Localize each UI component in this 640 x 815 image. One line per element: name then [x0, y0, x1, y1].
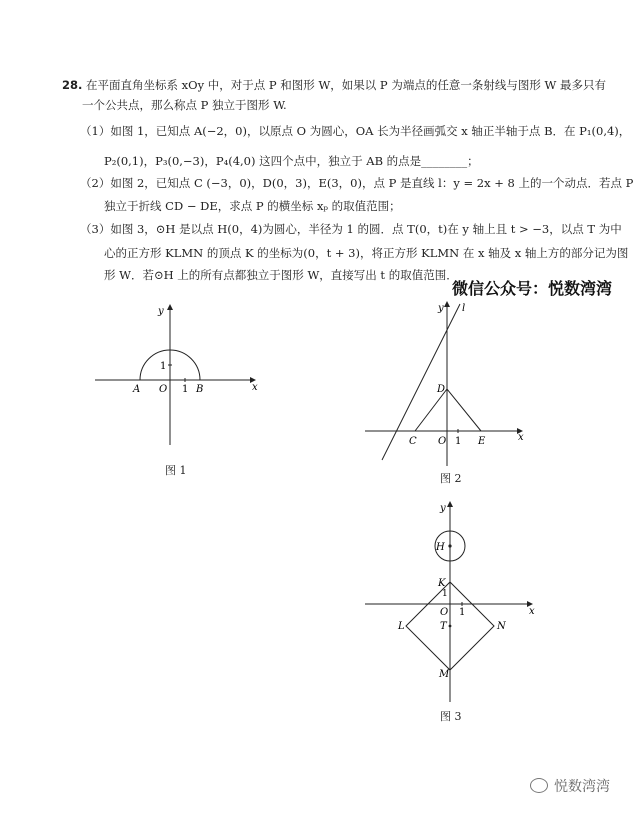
fig2-label-D: D	[437, 384, 446, 395]
fig1-label-O: O	[159, 384, 168, 395]
problem-stem-text1: 在平面直角坐标系 xOy 中，对于点 P 和图形 W，如果以 P 为端点的任意一条射线与图形 W 最多只有	[86, 78, 606, 92]
part1-line2: P₂(0,1)，P₃(0,−3)，P₄(4,0) 这四个点中，独立于 AB 的点是________；	[104, 154, 479, 168]
part2-line2: 独立于折线 CD − DE，求点 P 的横坐标 xₚ 的取值范围；	[104, 199, 401, 213]
fig2-label-y: y	[438, 303, 444, 314]
part2-line1: （2）如图 2，已知点 C (−3，0)，D(0，3)，E(3，0)，点 P 是直线 l：y = 2x + 8 上的一个动点．若点 P	[80, 176, 634, 190]
problem-stem-line1	[62, 78, 606, 92]
fig3-label-H: H	[436, 542, 445, 553]
figure-2	[360, 298, 530, 468]
fig3-label-L: L	[398, 621, 405, 632]
fig2-caption: 图 2	[440, 472, 462, 485]
fig2-label-O: O	[438, 436, 447, 447]
problem-stem-line2: 一个公共点，那么称点 P 独立于图形 W.	[82, 98, 287, 112]
fig1-label-1x: 1	[182, 384, 189, 395]
fig2-label-l: l	[462, 303, 466, 314]
fig3-caption: 图 3	[440, 710, 462, 723]
fig1-label-B: B	[196, 384, 204, 395]
fig3-label-1y: 1	[442, 589, 448, 599]
fig2-line-l	[382, 304, 460, 460]
fig2-label-C: C	[409, 436, 417, 447]
watermark-text: 微信公众号：悦数湾湾	[452, 279, 613, 298]
fig2-polyline-CDE	[415, 389, 481, 431]
footer-logo-text: 悦数湾湾	[554, 779, 610, 795]
fig1-caption: 图 1	[165, 464, 187, 477]
fig3-label-T: T	[440, 621, 447, 632]
fig1-label-x: x	[252, 382, 258, 393]
fig3-label-1x: 1	[459, 607, 466, 618]
fig2-label-1: 1	[455, 436, 462, 447]
part1-line1: （1）如图 1，已知点 A(−2，0)，以原点 O 为圆心，OA 长为半径画弧交 x 轴正半轴于点 B．在 P₁(0,4)，	[80, 124, 631, 138]
part3-line1: （3）如图 3，⊙H 是以点 H(0，4)为圆心，半径为 1 的圆．点 T(0，t)在 y 轴上且 t > −3，以点 T 为中	[80, 222, 622, 236]
figure-3	[360, 498, 540, 703]
fig1-label-A: A	[133, 384, 141, 395]
part3-line2: 心的正方形 KLMN 的顶点 K 的坐标为(0，t + 3)，将正方形 KLMN 在 x 轴及 x 轴上方的部分记为图	[104, 246, 629, 260]
figure-1	[90, 300, 270, 450]
fig1-label-y: y	[158, 306, 164, 317]
fig2-label-x: x	[518, 432, 524, 443]
fig1-label-1y: 1	[160, 361, 167, 372]
fig3-label-N: N	[497, 621, 506, 632]
fig3-label-x: x	[529, 606, 535, 617]
wechat-icon	[530, 778, 548, 793]
fig3-label-M: M	[439, 669, 450, 680]
fig3-label-y: y	[440, 503, 446, 514]
fig3-label-O: O	[440, 607, 449, 618]
fig3-label-K: K	[438, 578, 446, 589]
problem-number: 28.	[62, 78, 83, 92]
part3-line3: 形 W．若⊙H 上的所有点都独立于图形 W，直接写出 t 的取值范围．	[104, 268, 458, 282]
fig2-label-E: E	[478, 436, 486, 447]
footer-logo	[530, 776, 610, 796]
